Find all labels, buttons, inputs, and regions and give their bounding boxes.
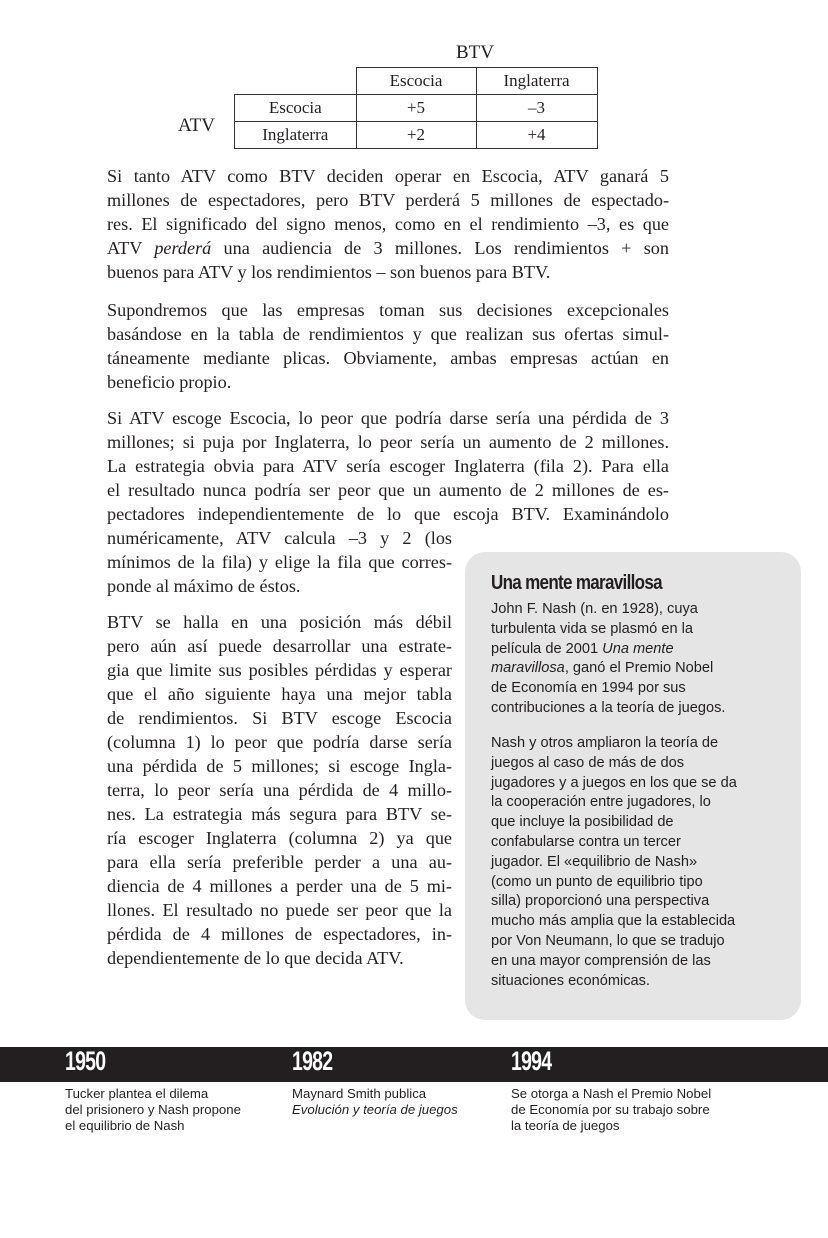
text-line — [107, 634, 452, 658]
text-segment: de rendimientos. Si BTV escoge Escocia — [107, 708, 452, 728]
text-segment: Nash y otros ampliaron la teoría de — [491, 735, 719, 751]
text-segment: en una mayor comprensión de las — [491, 952, 711, 969]
text-segment: ATV — [107, 238, 155, 258]
text-segment: Supondremos que las empresas toman sus decisiones excepcionales — [107, 300, 669, 320]
text-line — [491, 659, 791, 679]
text-line — [107, 502, 669, 526]
text-line — [491, 793, 791, 813]
text-segment: de Economía por su trabajo sobre — [511, 1102, 710, 1117]
text-segment: juegos al caso de más de dos — [491, 754, 685, 771]
italic-text: maravillosa — [491, 660, 565, 677]
text-line — [491, 640, 791, 660]
sidebar-paragraph — [491, 734, 791, 991]
text-segment: que el año siguiente haya una mejor tabla — [107, 684, 452, 704]
text-segment: John F. Nash (n. en 1928), cuya — [491, 601, 698, 617]
timeline-year: 1982 — [292, 1046, 333, 1076]
text-line — [491, 620, 791, 640]
body-paragraph — [107, 164, 669, 284]
column-player-label: BTV — [456, 42, 494, 63]
text-segment: la teoría de juegos — [511, 1118, 620, 1133]
text-line — [511, 1118, 711, 1134]
text-line — [491, 892, 791, 912]
text-line — [491, 679, 791, 699]
text-line — [491, 912, 791, 932]
text-segment: pectadores independientemente de lo que escoja BTV. Examinándolo — [107, 504, 669, 524]
text-segment: que incluye la posibilidad de — [491, 814, 674, 831]
text-segment: La estrategia obvia para ATV sería escoger Inglaterra (fila 2). Para ella — [107, 456, 669, 476]
column-header: Escocia — [356, 68, 476, 95]
sidebar-box — [465, 552, 801, 1020]
text-segment: situaciones económicas. — [491, 972, 650, 989]
text-segment: basándose en la tabla de rendimientos y que realizan sus ofertas simul- — [107, 324, 669, 344]
text-segment: del prisionero y Nash propone — [65, 1102, 241, 1117]
text-line — [107, 802, 452, 826]
timeline-event — [65, 1086, 241, 1134]
text-segment: para ella sería preferible perder a una au- — [107, 852, 452, 872]
text-segment: nes. La estrategia más segura para BTV se- — [107, 804, 452, 824]
text-line — [107, 298, 669, 322]
timeline-event — [511, 1086, 711, 1134]
text-segment: el equilibrio de Nash — [65, 1118, 185, 1133]
text-line — [491, 853, 791, 873]
row-header: Inglaterra — [235, 122, 357, 149]
text-line — [107, 778, 452, 802]
text-line — [107, 430, 669, 454]
text-segment: Si ATV escoge Escocia, lo peor que podría darse sería una pérdida de 3 — [107, 408, 669, 428]
table-cell: –3 — [476, 95, 597, 122]
text-segment: mucho más amplia que la establecida — [491, 913, 736, 930]
text-line — [107, 346, 669, 370]
text-line — [491, 833, 791, 853]
text-line — [491, 873, 791, 893]
text-segment: pero aún así puede desarrollar una estrate- — [107, 636, 452, 656]
text-segment: pérdida de 4 millones de espectadores, in- — [107, 924, 452, 944]
text-line — [107, 454, 669, 478]
timeline-year: 1994 — [511, 1046, 552, 1076]
row-header: Escocia — [235, 95, 357, 122]
text-segment: la cooperación entre jugadores, lo — [491, 794, 711, 811]
text-segment: BTV se halla en una posición más débil — [107, 612, 452, 632]
text-line — [65, 1118, 241, 1134]
text-segment: confabularse contra un tercer — [491, 833, 681, 850]
text-segment: una pérdida de 5 millones; si escoge Ingla- — [107, 756, 452, 776]
text-line — [65, 1086, 241, 1102]
text-line — [107, 260, 669, 284]
text-segment: terra, lo peor sería una pérdida de 4 millo- — [107, 780, 452, 800]
sidebar-paragraph — [491, 600, 791, 719]
text-line — [107, 188, 669, 212]
text-segment: dependientemente de lo que decida ATV. — [107, 948, 404, 968]
sidebar-title: Una mente maravillosa — [491, 572, 662, 594]
text-line — [107, 610, 452, 634]
text-line — [107, 406, 669, 430]
text-segment: numéricamente, ATV calcula –3 y 2 (los — [107, 528, 452, 548]
text-segment: , ganó el Premio Nobel — [564, 660, 714, 677]
table-cell: +4 — [476, 122, 597, 149]
text-segment: mínimos de la fila) y elige la fila que corres- — [107, 552, 452, 572]
text-segment: Si tanto ATV como BTV deciden operar en Escocia, ATV ganará 5 — [107, 166, 669, 186]
text-line — [491, 952, 791, 972]
text-line — [107, 164, 669, 188]
timeline-year: 1950 — [65, 1046, 106, 1076]
row-player-label: ATV — [178, 115, 215, 136]
text-line — [107, 658, 452, 682]
text-line — [491, 972, 791, 992]
text-line — [107, 874, 452, 898]
text-segment: el resultado nunca podría ser peor que un aumento de 2 millones de es- — [107, 480, 669, 500]
text-line — [491, 699, 791, 719]
timeline-bar — [0, 1047, 828, 1082]
text-line — [107, 212, 669, 236]
table-header-row — [235, 68, 598, 95]
table-row — [235, 95, 598, 122]
payoff-table — [234, 67, 598, 149]
italic-text: Una mente — [602, 640, 674, 657]
text-line — [107, 730, 452, 754]
text-line — [107, 236, 669, 260]
text-segment: gia que limite sus posibles pérdidas y esperar — [107, 660, 452, 680]
text-line — [491, 734, 791, 754]
text-segment: Tucker plantea el dilema — [65, 1086, 209, 1101]
body-paragraph — [107, 298, 669, 394]
text-line — [491, 774, 791, 794]
text-segment: buenos para ATV y los rendimientos – son buenos para BTV. — [107, 262, 551, 282]
text-segment: ría escoger Inglaterra (columna 2) ya que — [107, 828, 452, 848]
text-line — [107, 754, 452, 778]
text-line — [107, 682, 452, 706]
text-line — [65, 1102, 241, 1118]
text-line — [292, 1102, 458, 1118]
text-line — [107, 826, 452, 850]
text-line — [107, 850, 452, 874]
text-line — [511, 1086, 711, 1102]
text-segment: de Economía en 1994 por sus — [491, 680, 686, 697]
italic-text: perderá — [154, 238, 212, 258]
table-cell: +5 — [356, 95, 476, 122]
text-line — [491, 932, 791, 952]
text-segment: turbulenta vida se plasmó en la — [491, 620, 694, 637]
text-line — [491, 813, 791, 833]
text-segment: ponde al máximo de éstos. — [107, 576, 301, 596]
text-segment: contribuciones a la teoría de juegos. — [491, 699, 726, 716]
text-line — [292, 1086, 458, 1102]
text-segment: Se otorga a Nash el Premio Nobel — [511, 1086, 712, 1101]
text-line — [107, 706, 452, 730]
text-segment: diencia de 4 millones a perder una de 5 mi- — [107, 876, 452, 896]
timeline-event — [292, 1086, 458, 1118]
text-line — [491, 754, 791, 774]
text-segment: película de 2001 — [491, 640, 603, 657]
text-segment: táneamente mediante plicas. Obviamente, ambas empresas actúan en — [107, 348, 669, 368]
italic-text: Evolución y teoría de juegos — [292, 1102, 458, 1117]
text-segment: por Von Neumann, lo que se tradujo — [491, 932, 725, 949]
text-line — [107, 946, 452, 970]
body-paragraph — [107, 610, 452, 970]
text-segment: (como un punto de equilibrio tipo — [491, 873, 703, 890]
text-segment: Maynard Smith publica — [292, 1086, 427, 1101]
text-line — [107, 526, 452, 550]
text-line — [107, 574, 452, 598]
text-line — [107, 370, 669, 394]
text-segment: millones de espectadores, pero BTV perderá 5 millones de espectado- — [107, 190, 669, 210]
text-segment: res. El significado del signo menos, como en el rendimiento –3, es que — [107, 214, 669, 234]
text-segment: silla) proporcionó una perspectiva — [491, 893, 710, 910]
text-segment: millones; si puja por Inglaterra, lo peor sería un aumento de 2 millones. — [107, 432, 669, 452]
column-header: Inglaterra — [476, 68, 597, 95]
text-line — [107, 478, 669, 502]
text-segment: una audiencia de 3 millones. Los rendimientos + son — [211, 238, 669, 258]
text-segment: (columna 1) lo peor que podría darse sería — [107, 732, 452, 752]
text-segment: jugador. El «equilibrio de Nash» — [491, 853, 698, 870]
text-segment: beneficio propio. — [107, 372, 232, 392]
text-line — [491, 600, 791, 620]
table-cell: +2 — [356, 122, 476, 149]
text-line — [107, 322, 669, 346]
table-row — [235, 122, 598, 149]
text-line — [107, 922, 452, 946]
text-line — [107, 550, 452, 574]
text-line — [511, 1102, 711, 1118]
text-line — [107, 898, 452, 922]
text-segment: llones. El resultado no puede ser peor que la — [107, 900, 452, 920]
text-segment: jugadores y a juegos en los que se da — [491, 774, 737, 791]
